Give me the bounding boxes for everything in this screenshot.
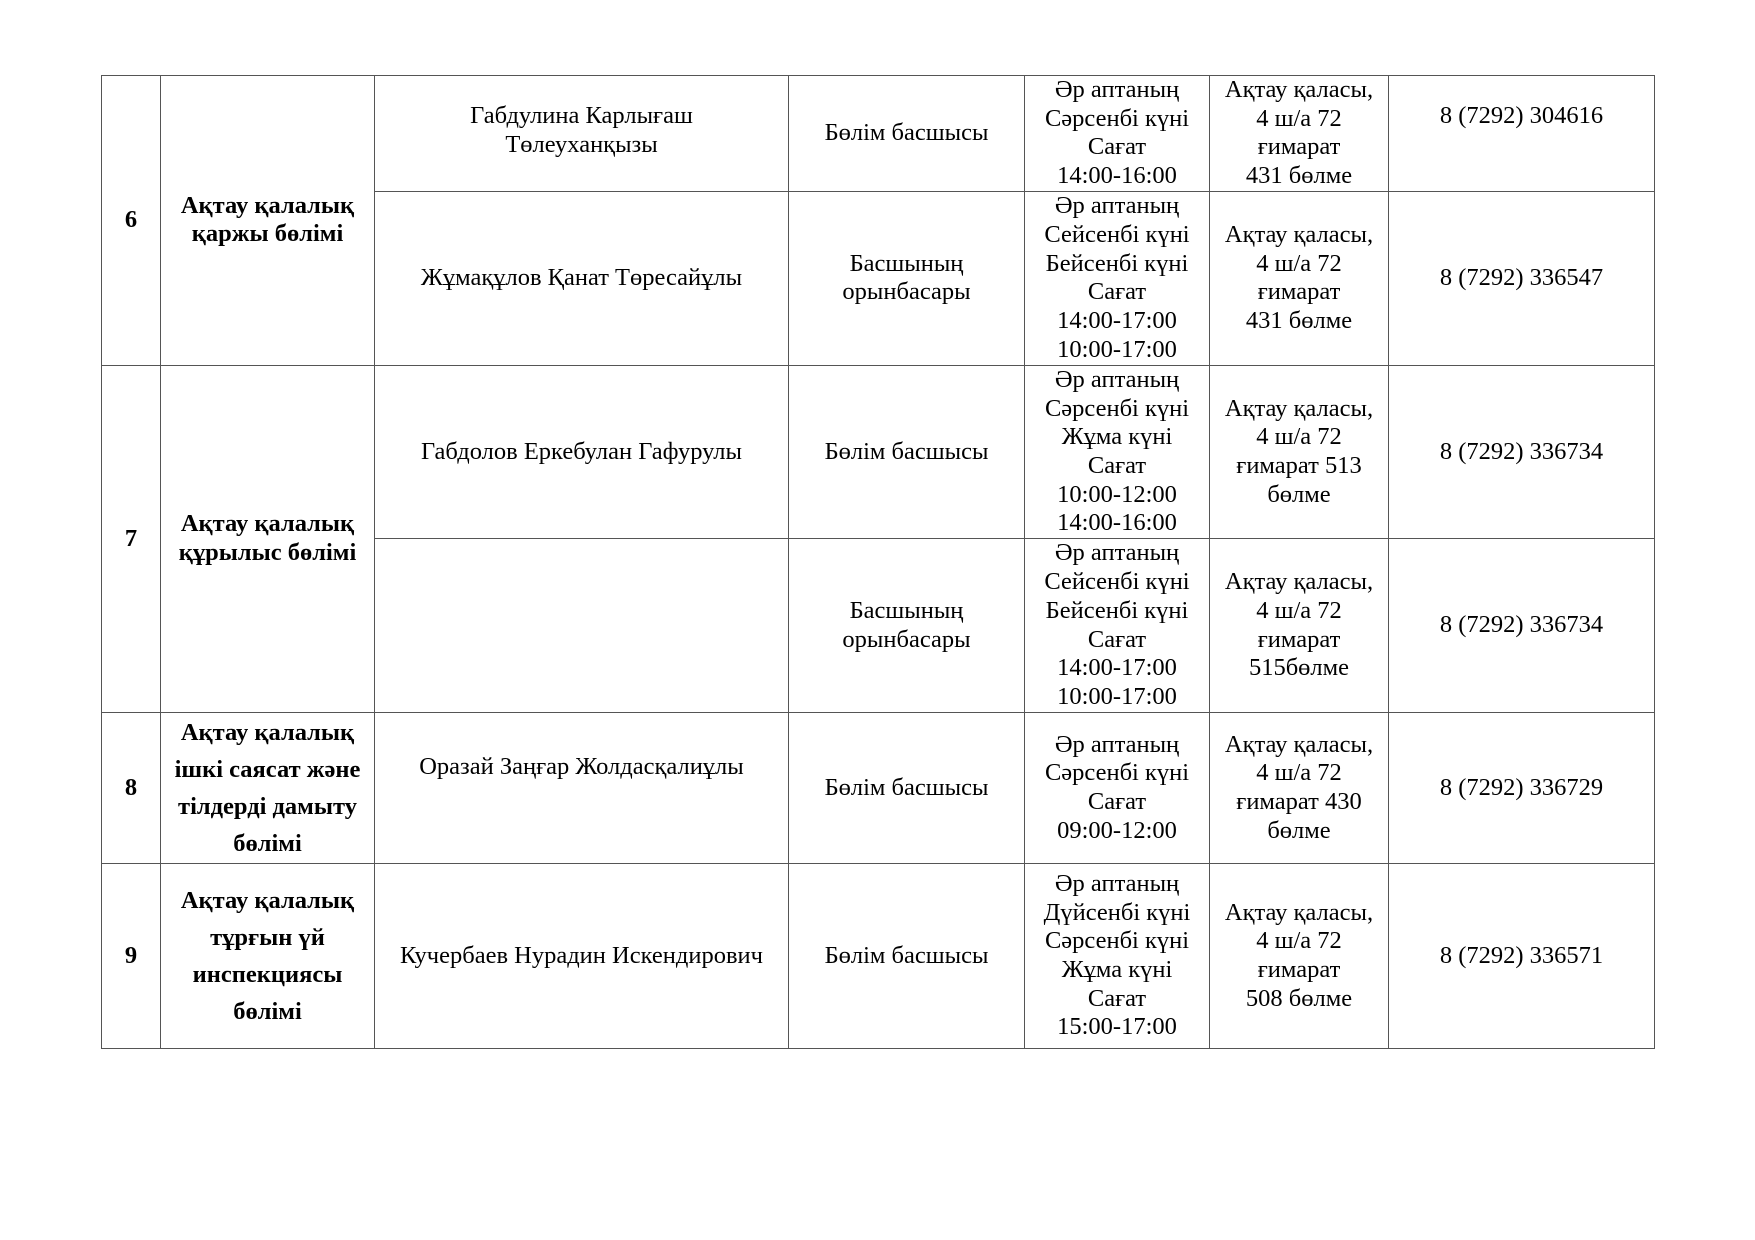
reception-schedule: Әр аптаның Сәрсенбі күні Сағат 09:00-12:00 xyxy=(1025,713,1210,864)
reception-schedule: Әр аптаның Сейсенбі күні Бейсенбі күні Сағат 14:00-17:00 10:00-17:00 xyxy=(1025,191,1210,365)
phone-number: 8 (7292) 336734 xyxy=(1389,365,1655,538)
employee-name xyxy=(375,539,789,713)
office-address: Ақтау қаласы, 4 ш/а 72 ғимарат 430 бөлме xyxy=(1210,713,1389,864)
table-row xyxy=(102,76,1655,192)
row-number: 8 xyxy=(102,713,161,864)
department-name: Ақтау қалалық қаржы бөлімі xyxy=(161,76,375,366)
employee-name: Габдолов Еркебулан Гафурулы xyxy=(375,365,789,538)
row-number: 6 xyxy=(102,76,161,366)
employee-name: Габдулина Карлығаш Төлеуханқызы xyxy=(375,76,789,192)
reception-schedule: Әр аптаның Сейсенбі күні Бейсенбі күні Сағат 14:00-17:00 10:00-17:00 xyxy=(1025,539,1210,713)
office-address: Ақтау қаласы, 4 ш/а 72 ғимарат 431 бөлме xyxy=(1210,76,1389,192)
employee-name: Оразай Заңғар Жолдасқалиұлы xyxy=(375,713,789,864)
department-name: Ақтау қалалық құрылыс бөлімі xyxy=(161,365,375,712)
phone-number: 8 (7292) 336729 xyxy=(1389,713,1655,864)
office-address: Ақтау қаласы, 4 ш/а 72 ғимарат 513 бөлме xyxy=(1210,365,1389,538)
reception-schedule-table xyxy=(101,75,1655,1049)
reception-schedule: Әр аптаның Дүйсенбі күні Сәрсенбі күні Жұма күні Сағат 15:00-17:00 xyxy=(1025,864,1210,1049)
table-row xyxy=(102,864,1655,1049)
phone-number: 8 (7292) 336734 xyxy=(1389,539,1655,713)
table-row xyxy=(102,365,1655,538)
department-name: Ақтау қалалық ішкі саясат және тілдерді дамыту бөлімі xyxy=(161,713,375,864)
employee-position: Басшының орынбасары xyxy=(789,539,1025,713)
reception-schedule: Әр аптаның Сәрсенбі күні Сағат 14:00-16:00 xyxy=(1025,76,1210,192)
office-address: Ақтау қаласы, 4 ш/а 72 ғимарат 431 бөлме xyxy=(1210,191,1389,365)
department-name: Ақтау қалалық тұрғын үй инспекциясы бөлімі xyxy=(161,864,375,1049)
table-row xyxy=(102,713,1655,864)
employee-position: Бөлім басшысы xyxy=(789,76,1025,192)
phone-number: 8 (7292) 336547 xyxy=(1389,191,1655,365)
employee-name: Кучербаев Нурадин Искендирович xyxy=(375,864,789,1049)
employee-position: Бөлім басшысы xyxy=(789,864,1025,1049)
row-number: 7 xyxy=(102,365,161,712)
employee-position: Бөлім басшысы xyxy=(789,713,1025,864)
employee-name: Жұмақұлов Қанат Төресайұлы xyxy=(375,191,789,365)
employee-position: Бөлім басшысы xyxy=(789,365,1025,538)
office-address: Ақтау қаласы, 4 ш/а 72 ғимарат 508 бөлме xyxy=(1210,864,1389,1049)
employee-position: Басшының орынбасары xyxy=(789,191,1025,365)
reception-schedule: Әр аптаның Сәрсенбі күні Жұма күні Сағат 10:00-12:00 14:00-16:00 xyxy=(1025,365,1210,538)
phone-number: 8 (7292) 304616 xyxy=(1389,76,1655,192)
row-number: 9 xyxy=(102,864,161,1049)
office-address: Ақтау қаласы, 4 ш/а 72 ғимарат 515бөлме xyxy=(1210,539,1389,713)
phone-number: 8 (7292) 336571 xyxy=(1389,864,1655,1049)
